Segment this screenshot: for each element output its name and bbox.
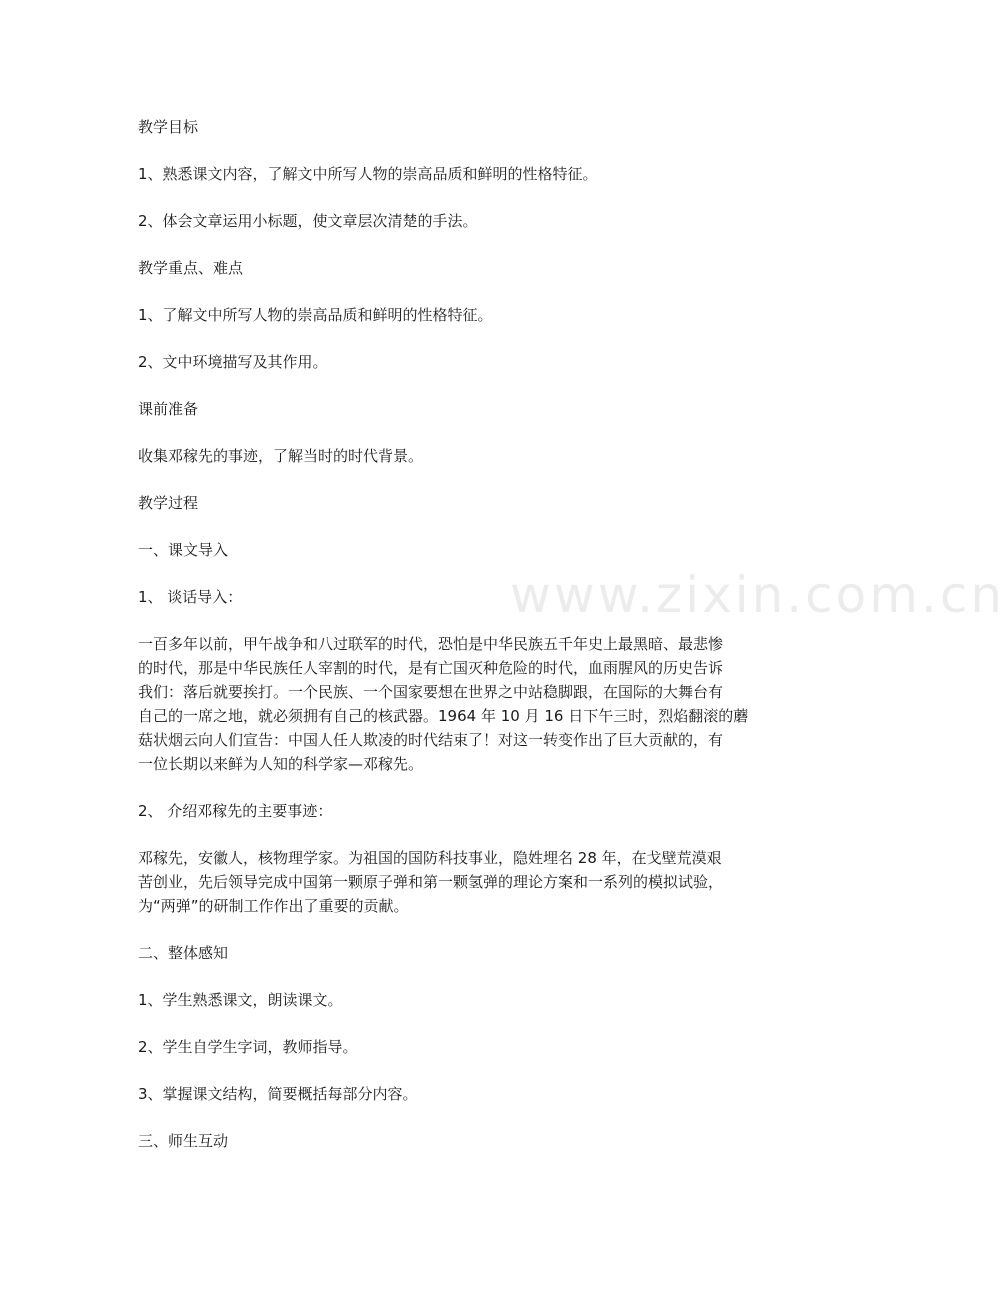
section-2-title: 二、整体感知 <box>138 944 229 962</box>
paragraph-line: 一百多年以前，甲午战争和八过联军的时代，恐怕是中华民族五千年史上最黑暗、最悲惨 <box>138 635 724 653</box>
section-2-item-1: 1、学生熟悉课文，朗读课文。 <box>138 991 343 1009</box>
heading-key-points: 教学重点、难点 <box>138 259 244 277</box>
key-point-1: 1、了解文中所写人物的崇高品质和鲜明的性格特征。 <box>138 306 493 324</box>
objective-1: 1、熟悉课文内容，了解文中所写人物的崇高品质和鲜明的性格特征。 <box>138 165 598 183</box>
watermark-text: www.zixin.com.cn <box>510 566 1005 624</box>
biography-paragraph <box>138 846 778 918</box>
paragraph-line: 菇状烟云向人们宣告：中国人任人欺凌的时代结束了！对这一转变作出了巨大贡献的，有 <box>138 731 724 749</box>
paragraph-line: 为“两弹”的研制工作作出了重要的贡献。 <box>138 897 409 915</box>
paragraph-line: 我们：落后就要挨打。一个民族、一个国家要想在世界之中站稳脚跟，在国际的大舞台有 <box>138 683 724 701</box>
section-1-item-1: 1、 谈话导入： <box>138 588 243 606</box>
paragraph-line: 的时代，那是中华民族任人宰割的时代，是有亡国灭种危险的时代，血雨腥风的历史告诉 <box>138 659 724 677</box>
paragraph-line: 一位长期以来鲜为人知的科学家—邓稼先。 <box>138 755 424 773</box>
section-1-title: 一、课文导入 <box>138 541 229 559</box>
paragraph-line: 自己的一席之地，就必须拥有自己的核武器。1964 年 10 月 16 日下午三时，烈焰翻滚的蘑 <box>138 707 749 725</box>
intro-paragraph <box>138 632 778 776</box>
objective-2: 2、体会文章运用小标题，使文章层次清楚的手法。 <box>138 212 478 230</box>
heading-preparation: 课前准备 <box>138 400 199 418</box>
section-2-item-2: 2、学生自学生字词，教师指导。 <box>138 1038 358 1056</box>
paragraph-line: 邓稼先，安徽人，核物理学家。为祖国的国防科技事业，隐姓埋名 28 年，在戈壁荒漠艰 <box>138 849 722 867</box>
paragraph-line: 苦创业，先后领导完成中国第一颗原子弹和第一颗氢弹的理论方案和一系列的模拟试验， <box>138 873 724 891</box>
section-1-item-2: 2、 介绍邓稼先的主要事迹： <box>138 802 333 820</box>
heading-process: 教学过程 <box>138 494 199 512</box>
key-point-2: 2、文中环境描写及其作用。 <box>138 353 328 371</box>
heading-objectives: 教学目标 <box>138 118 199 136</box>
section-3-title: 三、师生互动 <box>138 1132 229 1150</box>
preparation-text: 收集邓稼先的事迹，了解当时的时代背景。 <box>138 447 424 465</box>
section-2-item-3: 3、掌握课文结构，简要概括每部分内容。 <box>138 1085 418 1103</box>
lesson-plan-body <box>138 115 778 1176</box>
